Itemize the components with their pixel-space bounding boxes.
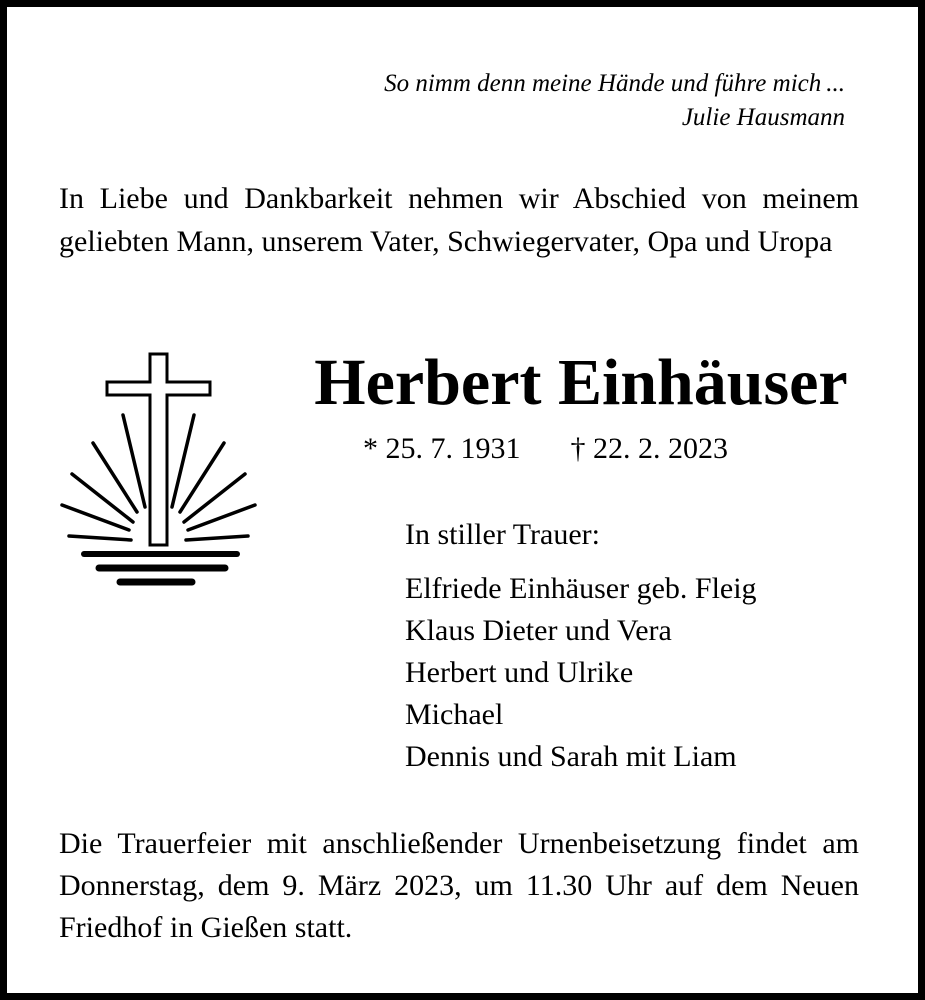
- cross-sunrise-icon: [57, 347, 257, 592]
- intro-text: In Liebe und Dankbarkeit nehmen wir Abschied von meinem geliebten Mann, unserem Vater, Schwiegervater, Opa und Uropa: [59, 182, 859, 258]
- epigraph: [384, 67, 845, 135]
- mourner-name: Herbert und Ulrike: [405, 656, 634, 689]
- epigraph-author: Julie Hausmann: [681, 104, 845, 131]
- mourner-name: Klaus Dieter und Vera: [405, 614, 672, 647]
- mourner-name: Elfriede Einhäuser geb. Fleig: [405, 572, 757, 605]
- life-dates: [363, 427, 728, 471]
- ceremony-info: Die Trauerfeier mit anschließender Urnenbeisetzung findet am Donnerstag, dem 9. März 2023, um 11.30 Uhr auf dem Neuen Friedhof in Gießen statt.: [59, 827, 859, 944]
- epigraph-text: So nimm denn meine Hände und führe mich ...: [384, 70, 845, 97]
- birth-date: * 25. 7. 1931: [363, 432, 521, 465]
- mourners-heading: In stiller Trauer:: [405, 518, 600, 551]
- death-date: † 22. 2. 2023: [570, 432, 728, 465]
- mourners-list: [405, 568, 757, 778]
- mourner-name: Michael: [405, 698, 504, 731]
- deceased-name: Herbert Einhäuser: [314, 346, 848, 419]
- mourner-name: Dennis und Sarah mit Liam: [405, 740, 737, 773]
